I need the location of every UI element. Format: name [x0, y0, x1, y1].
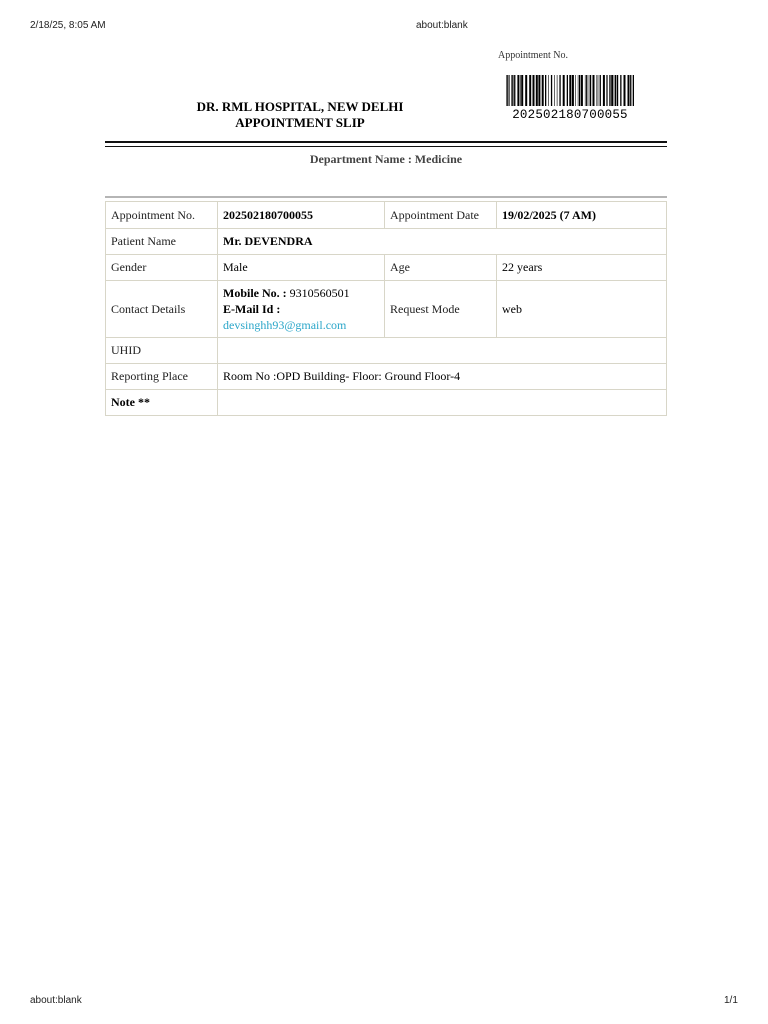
note-label: Note ** — [106, 390, 218, 416]
department-name: Department Name : Medicine — [309, 152, 463, 166]
email-label: E-Mail Id : — [223, 302, 281, 316]
appointment-date-label: Appointment Date — [385, 202, 497, 229]
appointment-date-value: 19/02/2025 (7 AM) — [497, 202, 667, 229]
table-row — [106, 281, 667, 338]
print-footer-url: about:blank — [30, 995, 82, 1006]
barcode-caption: Appointment No. — [498, 50, 568, 61]
table-row — [106, 255, 667, 281]
header-rule-thin — [105, 146, 667, 147]
reporting-place-label: Reporting Place — [106, 364, 218, 390]
barcode-number: 202502180700055 — [512, 108, 628, 122]
request-mode-value: web — [497, 281, 667, 338]
header-rule-thick — [105, 141, 667, 143]
contact-details-value — [218, 281, 385, 338]
reporting-place-value: Room No :OPD Building- Floor: Ground Floor-4 — [218, 364, 667, 390]
patient-name-label: Patient Name — [106, 229, 218, 255]
contact-details-label: Contact Details — [106, 281, 218, 338]
appointment-details-table — [105, 201, 667, 416]
slip-title: APPOINTMENT SLIP — [235, 115, 365, 130]
table-row — [106, 364, 667, 390]
print-page-number: 1/1 — [724, 995, 738, 1006]
print-datetime: 2/18/25, 8:05 AM — [30, 20, 106, 31]
email-value[interactable]: devsinghh93@gmail.com — [223, 318, 347, 332]
patient-name-value: Mr. DEVENDRA — [218, 229, 667, 255]
note-value — [218, 390, 667, 416]
hospital-name: DR. RML HOSPITAL, NEW DELHI — [196, 99, 404, 114]
print-header-url: about:blank — [416, 20, 468, 31]
appointment-no-value: 202502180700055 — [218, 202, 385, 229]
table-row — [106, 338, 667, 364]
table-row — [106, 390, 667, 416]
gender-label: Gender — [106, 255, 218, 281]
mobile-value: 9310560501 — [289, 286, 350, 300]
table-row — [106, 229, 667, 255]
age-label: Age — [385, 255, 497, 281]
table-top-rule — [105, 196, 667, 198]
appointment-barcode — [506, 75, 634, 106]
gender-value: Male — [218, 255, 385, 281]
request-mode-label: Request Mode — [385, 281, 497, 338]
uhid-value — [218, 338, 667, 364]
uhid-label: UHID — [106, 338, 218, 364]
appointment-no-label: Appointment No. — [106, 202, 218, 229]
table-row — [106, 202, 667, 229]
age-value: 22 years — [497, 255, 667, 281]
mobile-label: Mobile No. : — [223, 286, 287, 300]
